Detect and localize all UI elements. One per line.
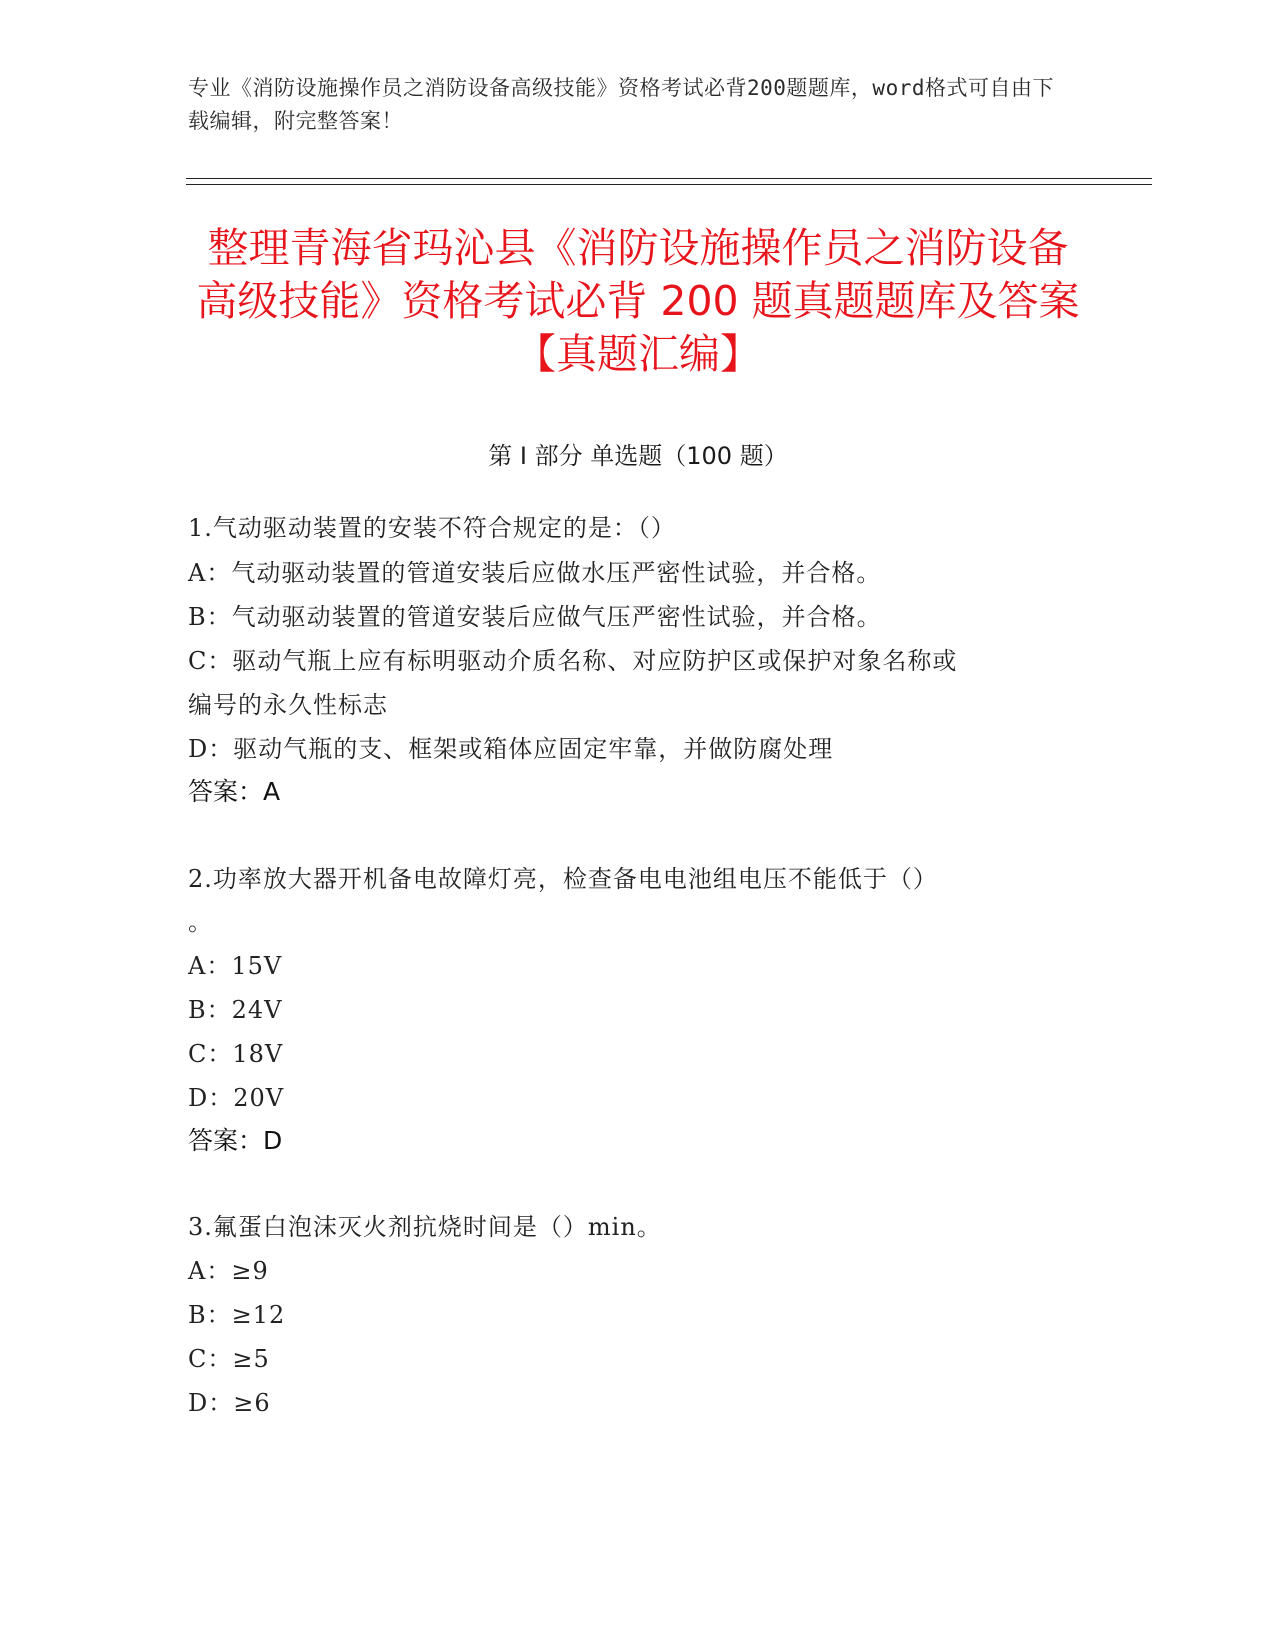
question-1-option-c: C：驱动气瓶上应有标明驱动介质名称、对应防护区或保护对象名称或 — [188, 647, 958, 675]
section-heading: 第 I 部分 单选题（100 题） — [488, 442, 788, 470]
document-title: 整理青海省玛沁县《消防设施操作员之消防设备高级技能》资格考试必背 200 题真题题库及答案【真题汇编】 — [196, 224, 1080, 378]
question-1-answer: 答案：A — [188, 777, 281, 806]
question-3-option-b: B：≥12 — [188, 1301, 286, 1329]
question-1-option-a: A：气动驱动装置的管道安装后应做水压严密性试验，并合格。 — [188, 559, 882, 587]
header-rule-top — [186, 178, 1152, 179]
question-3-option-d: D：≥6 — [188, 1389, 271, 1417]
question-1-stem: 1.气动驱动装置的安装不符合规定的是：（） — [188, 514, 676, 542]
question-3-stem: 3.氟蛋白泡沫灭火剂抗烧时间是（）min。 — [188, 1213, 662, 1241]
question-2-option-b: B：24V — [188, 996, 283, 1024]
question-3-option-c: C：≥5 — [188, 1345, 270, 1373]
question-2-option-d: D：20V — [188, 1084, 285, 1112]
question-1-option-d: D：驱动气瓶的支、框架或箱体应固定牢靠，并做防腐处理 — [188, 735, 834, 763]
question-2-stem: 2.功率放大器开机备电故障灯亮，检查备电电池组电压不能低于（） — [188, 865, 938, 893]
question-2-option-a: A：15V — [188, 952, 283, 980]
question-2-stem-cont: 。 — [188, 908, 213, 936]
question-2-answer: 答案：D — [188, 1126, 283, 1155]
question-2-option-c: C：18V — [188, 1040, 284, 1068]
question-3-option-a: A：≥9 — [188, 1257, 269, 1285]
header-note: 专业《消防设施操作员之消防设备高级技能》资格考试必背200题题库，word格式可自由下载编辑，附完整答案！ — [188, 76, 1054, 133]
question-1-option-c-cont: 编号的永久性标志 — [188, 691, 388, 719]
question-1-option-b: B：气动驱动装置的管道安装后应做气压严密性试验，并合格。 — [188, 603, 882, 631]
header-rule-bottom — [186, 184, 1152, 185]
